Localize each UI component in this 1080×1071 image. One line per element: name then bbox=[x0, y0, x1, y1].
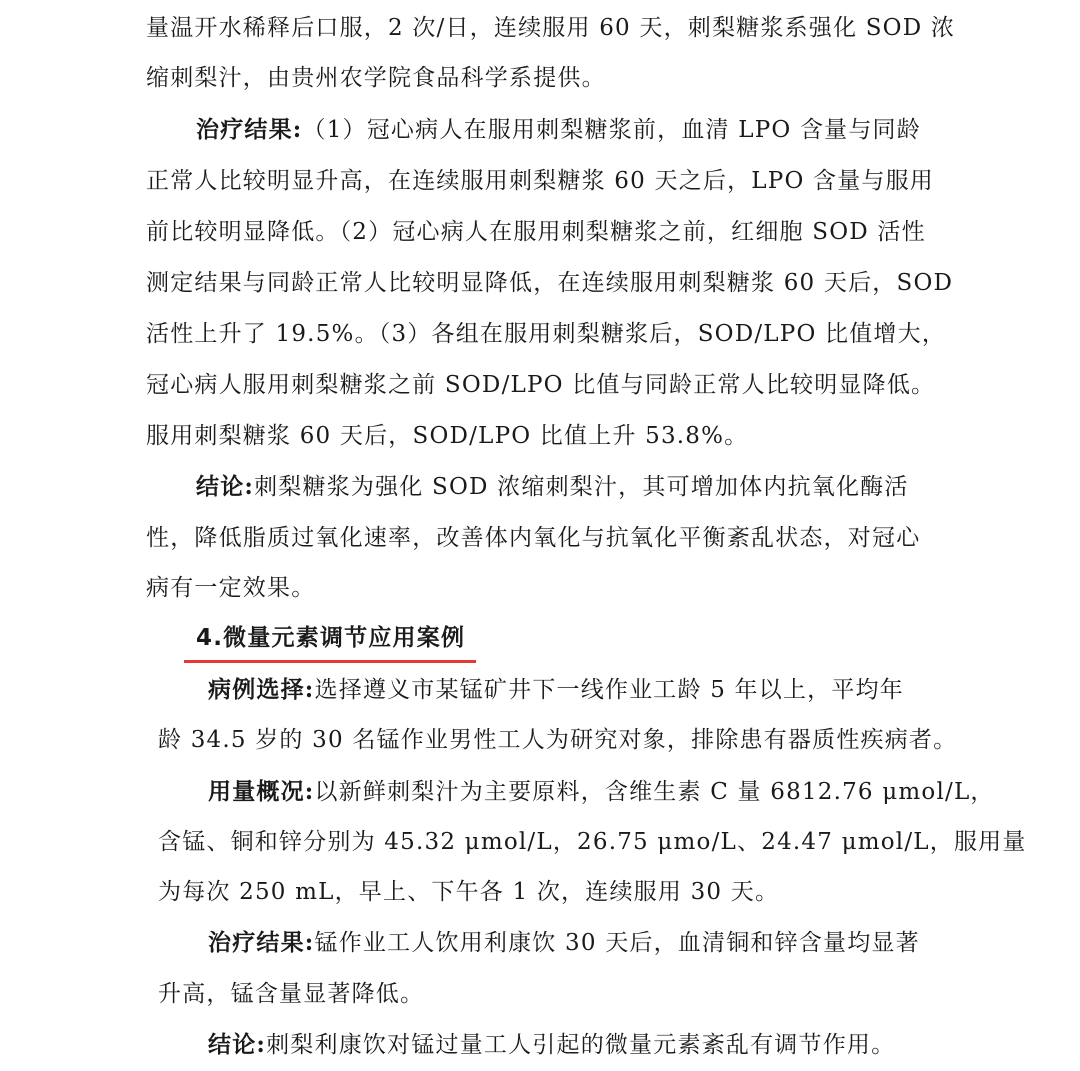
conclusion-paragraph bbox=[196, 471, 909, 503]
paragraph-line: 刺梨利康饮对锰过量工人引起的微量元素紊乱有调节作用。 bbox=[266, 1032, 896, 1058]
paragraph-line: 活性上升了 19.5%。（3）各组在服用刺梨糖浆后，SOD/LPO 比值增大， bbox=[146, 321, 947, 347]
section-heading: 4.微量元素调节应用案例 bbox=[196, 625, 466, 651]
conclusion-paragraph bbox=[208, 1029, 895, 1061]
conclusion-label: 结论: bbox=[208, 1031, 267, 1058]
paragraph-line: （1）冠心病人在服用刺梨糖浆前，血清 LPO 含量与同龄 bbox=[302, 117, 921, 143]
case-paragraph bbox=[208, 674, 904, 706]
paragraph-line: 刺梨糖浆为强化 SOD 浓缩刺梨汁，其可增加体内抗氧化酶活 bbox=[254, 474, 909, 500]
dosage-paragraph bbox=[208, 776, 995, 808]
paragraph-line: 量温开水稀释后口服，2 次/日，连续服用 60 天，刺梨糖浆系强化 SOD 浓 bbox=[146, 15, 956, 41]
paragraph-line: 含锰、铜和锌分别为 45.32 μmol/L，26.75 μmo/L、24.47 μmol/L，服用量 bbox=[158, 829, 1027, 855]
results-label: 治疗结果: bbox=[196, 116, 303, 143]
paragraph-line: 升高，锰含量显著降低。 bbox=[158, 981, 425, 1007]
paragraph-line: 选择遵义市某锰矿井下一线作业工龄 5 年以上，平均年 bbox=[314, 677, 904, 703]
heading-underline bbox=[184, 660, 476, 663]
paragraph-line: 锰作业工人饮用利康饮 30 天后，血清铜和锌含量均显著 bbox=[314, 930, 920, 956]
paragraph-line: 冠心病人服用刺梨糖浆之前 SOD/LPO 比值与同龄正常人比较明显降低。 bbox=[146, 372, 936, 398]
paragraph-line: 病有一定效果。 bbox=[146, 575, 316, 601]
paragraph-line: 以新鲜刺梨汁为主要原料，含维生素 C 量 6812.76 μmol/L， bbox=[314, 779, 995, 805]
paragraph-line: 缩刺梨汁，由贵州农学院食品科学系提供。 bbox=[146, 65, 606, 91]
results-paragraph bbox=[208, 927, 920, 959]
results-label: 治疗结果: bbox=[208, 929, 315, 956]
paragraph-line: 性，降低脂质过氧化速率，改善体内氧化与抗氧化平衡紊乱状态，对冠心 bbox=[146, 525, 921, 551]
results-paragraph bbox=[196, 114, 921, 146]
paragraph-line: 正常人比较明显升高，在连续服用刺梨糖浆 60 天之后，LPO 含量与服用 bbox=[146, 168, 935, 194]
conclusion-label: 结论: bbox=[196, 473, 255, 500]
case-label: 病例选择: bbox=[208, 676, 315, 703]
paragraph-line: 为每次 250 mL，早上、下午各 1 次，连续服用 30 天。 bbox=[158, 879, 780, 905]
paragraph-line: 龄 34.5 岁的 30 名锰作业男性工人为研究对象，排除患有器质性疾病者。 bbox=[158, 727, 958, 753]
paragraph-line: 测定结果与同龄正常人比较明显降低，在连续服用刺梨糖浆 60 天后，SOD bbox=[146, 270, 954, 296]
paragraph-line: 前比较明显降低。（2）冠心病人在服用刺梨糖浆之前，红细胞 SOD 活性 bbox=[146, 219, 926, 245]
dosage-label: 用量概况: bbox=[208, 778, 315, 805]
paragraph-line: 服用刺梨糖浆 60 天后，SOD/LPO 比值上升 53.8%。 bbox=[146, 423, 749, 449]
